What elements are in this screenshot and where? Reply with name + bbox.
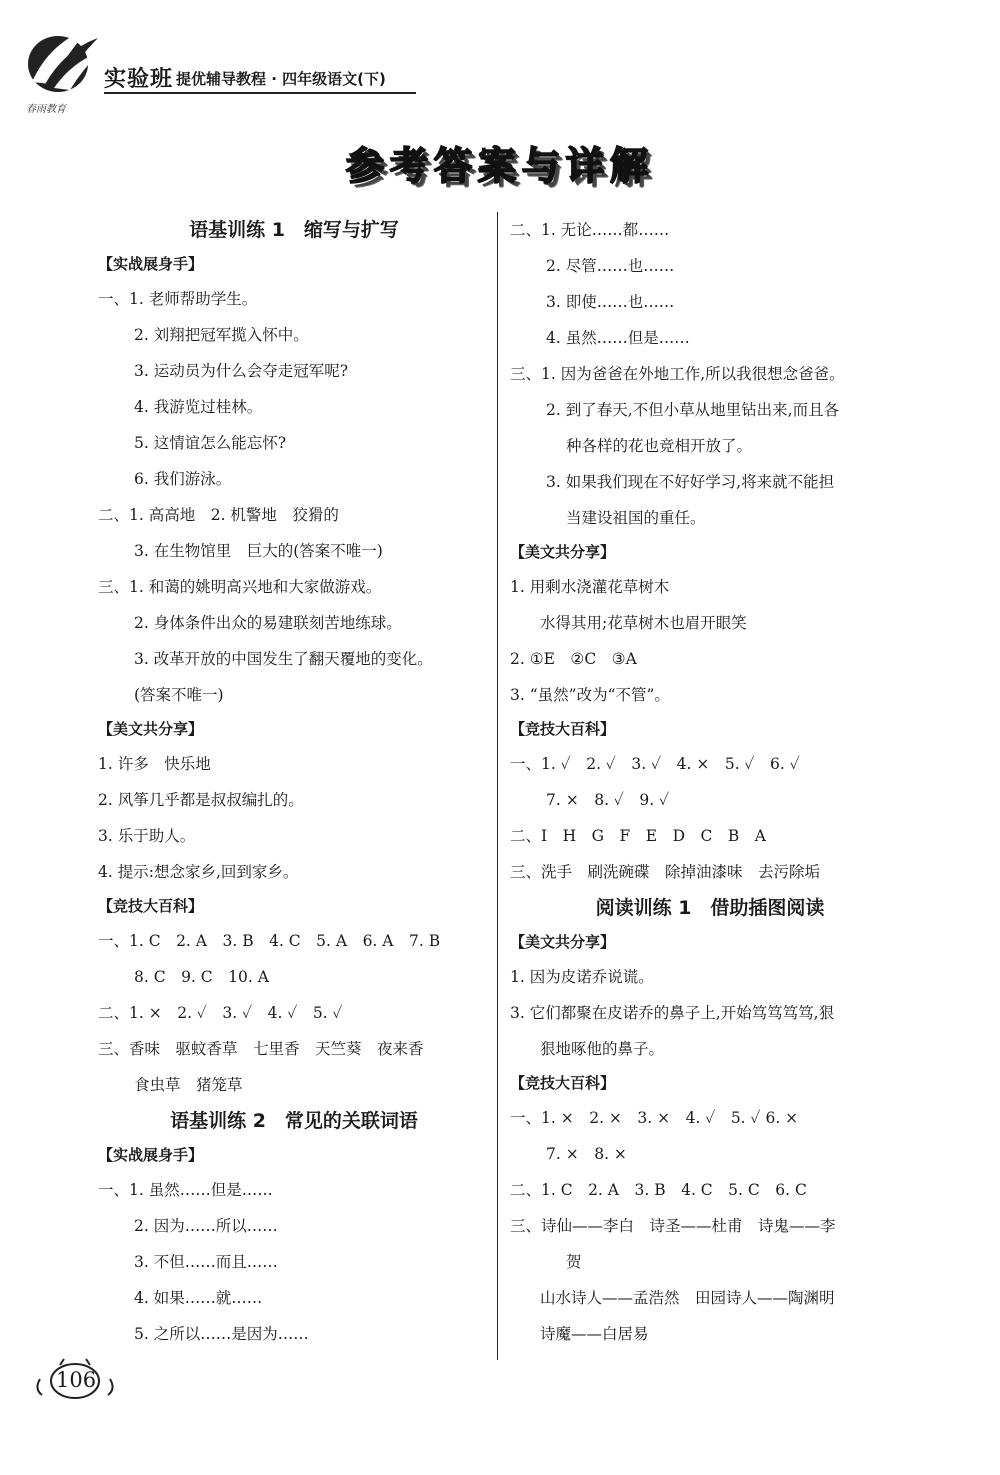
- subsection-heading: 【竞技大百科】: [510, 1074, 616, 1092]
- answer-line: 山水诗人——孟浩然 田园诗人——陶渊明: [540, 1289, 835, 1307]
- answer-line: 2. 风筝几乎都是叔叔编扎的。: [98, 791, 304, 809]
- answer-line: 一、1. ✓ 2. ✓ 3. ✓ 4. × 5. ✓ 6. ✓: [510, 755, 800, 773]
- page-title: 参考答案与详解: [345, 144, 654, 188]
- answer-line: 7. × 8. ✓ 9. ✓: [546, 791, 670, 809]
- answer-line: 狠地啄他的鼻子。: [540, 1040, 665, 1058]
- answer-line: 3. 即使……也……: [546, 293, 675, 311]
- answer-line: 2. 因为……所以……: [134, 1217, 278, 1235]
- brand-name: 实验班: [104, 67, 174, 92]
- answer-line: 3. 不但……而且……: [134, 1253, 278, 1271]
- answer-line: 二、1. 高高地 2. 机警地 狡猾的: [98, 506, 339, 524]
- answer-line: 二、1. × 2. ✓ 3. ✓ 4. ✓ 5. ✓: [98, 1004, 343, 1022]
- answer-line: 3. 改革开放的中国发生了翻天覆地的变化。: [134, 650, 433, 668]
- subsection-heading: 【美文共分享】: [510, 543, 616, 561]
- subsection-heading: 【美文共分享】: [510, 933, 616, 951]
- answer-line: 4. 我游览过桂林。: [134, 398, 263, 416]
- answer-line: 3. 运动员为什么会夺走冠军呢?: [134, 362, 349, 380]
- answer-line: 2. ①E ②C ③A: [510, 650, 637, 668]
- section-title: 阅读训练 1 借助插图阅读: [595, 897, 825, 919]
- answer-line: 7. × 8. ×: [546, 1145, 627, 1163]
- header-rule: [104, 92, 416, 94]
- section-title: 语基训练 1 缩写与扩写: [189, 219, 399, 241]
- answer-line: 1. 因为皮诺乔说谎。: [510, 968, 654, 986]
- answer-line: 三、诗仙——李白 诗圣——杜甫 诗鬼——李: [510, 1217, 836, 1235]
- answer-line: 二、I H G F E D C B A: [510, 827, 766, 845]
- subsection-heading: 【实战展身手】: [98, 1146, 204, 1164]
- answer-line: 一、1. 老师帮助学生。: [98, 290, 258, 308]
- publisher-logo-icon: [20, 22, 100, 97]
- answer-line: 1. 许多 快乐地: [98, 755, 211, 773]
- logo-caption: 春雨教育: [26, 104, 66, 115]
- answer-line: 三、1. 和蔼的姚明高兴地和大家做游戏。: [98, 578, 382, 596]
- answer-line: 水得其用;花草树木也眉开眼笑: [540, 614, 747, 632]
- section-title: 语基训练 2 常见的关联词语: [170, 1110, 418, 1132]
- subsection-heading: 【竞技大百科】: [510, 720, 616, 738]
- answer-line: 4. 虽然……但是……: [546, 329, 690, 347]
- answer-line: 2. 到了春天,不但小草从地里钻出来,而且各: [546, 401, 840, 419]
- answer-line: 二、1. C 2. A 3. B 4. C 5. C 6. C: [510, 1181, 807, 1199]
- answer-line: 一、1. C 2. A 3. B 4. C 5. A 6. A 7. B: [98, 932, 441, 950]
- answer-line: 贺: [566, 1253, 582, 1271]
- answer-line: 一、1. × 2. × 3. × 4. ✓ 5. ✓ 6. ×: [510, 1109, 799, 1127]
- answer-line: 4. 如果……就……: [134, 1289, 263, 1307]
- answer-line: 5. 这情谊怎么能忘怀?: [134, 434, 287, 452]
- answer-line: 3. 在生物馆里 巨大的(答案不唯一): [134, 542, 383, 560]
- answer-line: 食虫草 猪笼草: [134, 1076, 243, 1094]
- answer-line: 3. 乐于助人。: [98, 827, 196, 845]
- page-number: 106: [56, 1368, 97, 1392]
- answer-line: 当建设祖国的重任。: [566, 509, 706, 527]
- answer-line: 2. 身体条件出众的易建联刻苦地练球。: [134, 614, 402, 632]
- subsection-heading: 【竞技大百科】: [98, 897, 204, 915]
- answer-line: 三、洗手 刷洗碗碟 除掉油漆味 去污除垢: [510, 863, 821, 881]
- column-divider: [497, 212, 498, 1360]
- answer-line: 种各样的花也竞相开放了。: [566, 437, 753, 455]
- answer-line: 三、1. 因为爸爸在外地工作,所以我很想念爸爸。: [510, 365, 845, 383]
- answer-line: 二、1. 无论……都……: [510, 221, 670, 239]
- answer-line: 3. 如果我们现在不好好学习,将来就不能担: [546, 473, 835, 491]
- answer-line: 3. “虽然”改为“不管”。: [510, 686, 670, 704]
- book-title: 提优辅导教程 · 四年级语文(下): [176, 70, 386, 88]
- answer-line: 4. 提示:想念家乡,回到家乡。: [98, 863, 299, 881]
- subsection-heading: 【实战展身手】: [98, 255, 204, 273]
- book-header: [20, 22, 420, 115]
- answer-line: 3. 它们都聚在皮诺乔的鼻子上,开始笃笃笃笃,狠: [510, 1004, 835, 1022]
- right-column: [510, 212, 910, 1352]
- answer-line: 一、1. 虽然……但是……: [98, 1181, 273, 1199]
- answer-line: (答案不唯一): [134, 686, 224, 704]
- answer-line: 6. 我们游泳。: [134, 470, 232, 488]
- subsection-heading: 【美文共分享】: [98, 720, 204, 738]
- answer-line: 三、香味 驱蚊香草 七里香 天竺葵 夜来香: [98, 1040, 424, 1058]
- left-column: [98, 212, 490, 1352]
- answer-line: 诗魔——白居易: [540, 1325, 649, 1343]
- answer-line: 2. 刘翔把冠军揽入怀中。: [134, 326, 309, 344]
- answer-line: 2. 尽管……也……: [546, 257, 675, 275]
- answer-line: 1. 用剩水浇灌花草树木: [510, 578, 670, 596]
- answer-line: 8. C 9. C 10. A: [134, 968, 269, 986]
- answer-line: 5. 之所以……是因为……: [134, 1325, 309, 1343]
